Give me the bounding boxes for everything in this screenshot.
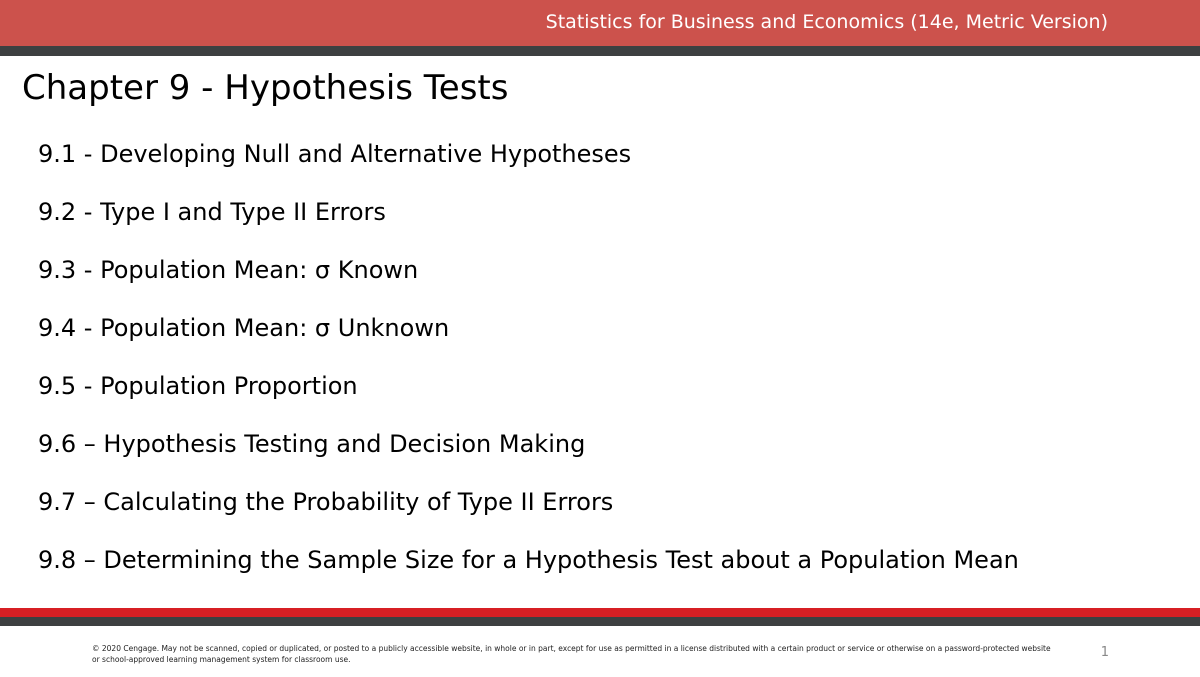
section-item: 9.1 - Developing Null and Alternative Hypotheses	[38, 140, 632, 168]
section-list	[38, 138, 1019, 602]
section-item: 9.6 – Hypothesis Testing and Decision Making	[38, 430, 586, 458]
section-item: 9.4 - Population Mean: σ Unknown	[38, 314, 450, 342]
header-divider	[0, 46, 1200, 56]
page-number: 1	[1100, 645, 1109, 660]
book-title: Statistics for Business and Economics (14e, Metric Version)	[545, 11, 1108, 33]
section-item: 9.2 - Type I and Type II Errors	[38, 198, 386, 226]
footer-dark-band	[0, 617, 1200, 626]
section-item: 9.5 - Population Proportion	[38, 372, 358, 400]
copyright-notice: © 2020 Cengage. May not be scanned, copied or duplicated, or posted to a publicly accessible website, in whole or in part, except for use as permitted in a license distributed with a certain product or service or otherwise on a password-protected website or school-approved learning management system for classroom use.	[92, 644, 1051, 664]
chapter-title: Chapter 9 - Hypothesis Tests	[22, 68, 509, 108]
section-item: 9.3 - Population Mean: σ Known	[38, 256, 419, 284]
footer-red-band	[0, 608, 1200, 617]
section-item: 9.7 – Calculating the Probability of Type II Errors	[38, 488, 614, 516]
section-item: 9.8 – Determining the Sample Size for a Hypothesis Test about a Population Mean	[38, 546, 1019, 574]
header-band	[0, 0, 1200, 46]
